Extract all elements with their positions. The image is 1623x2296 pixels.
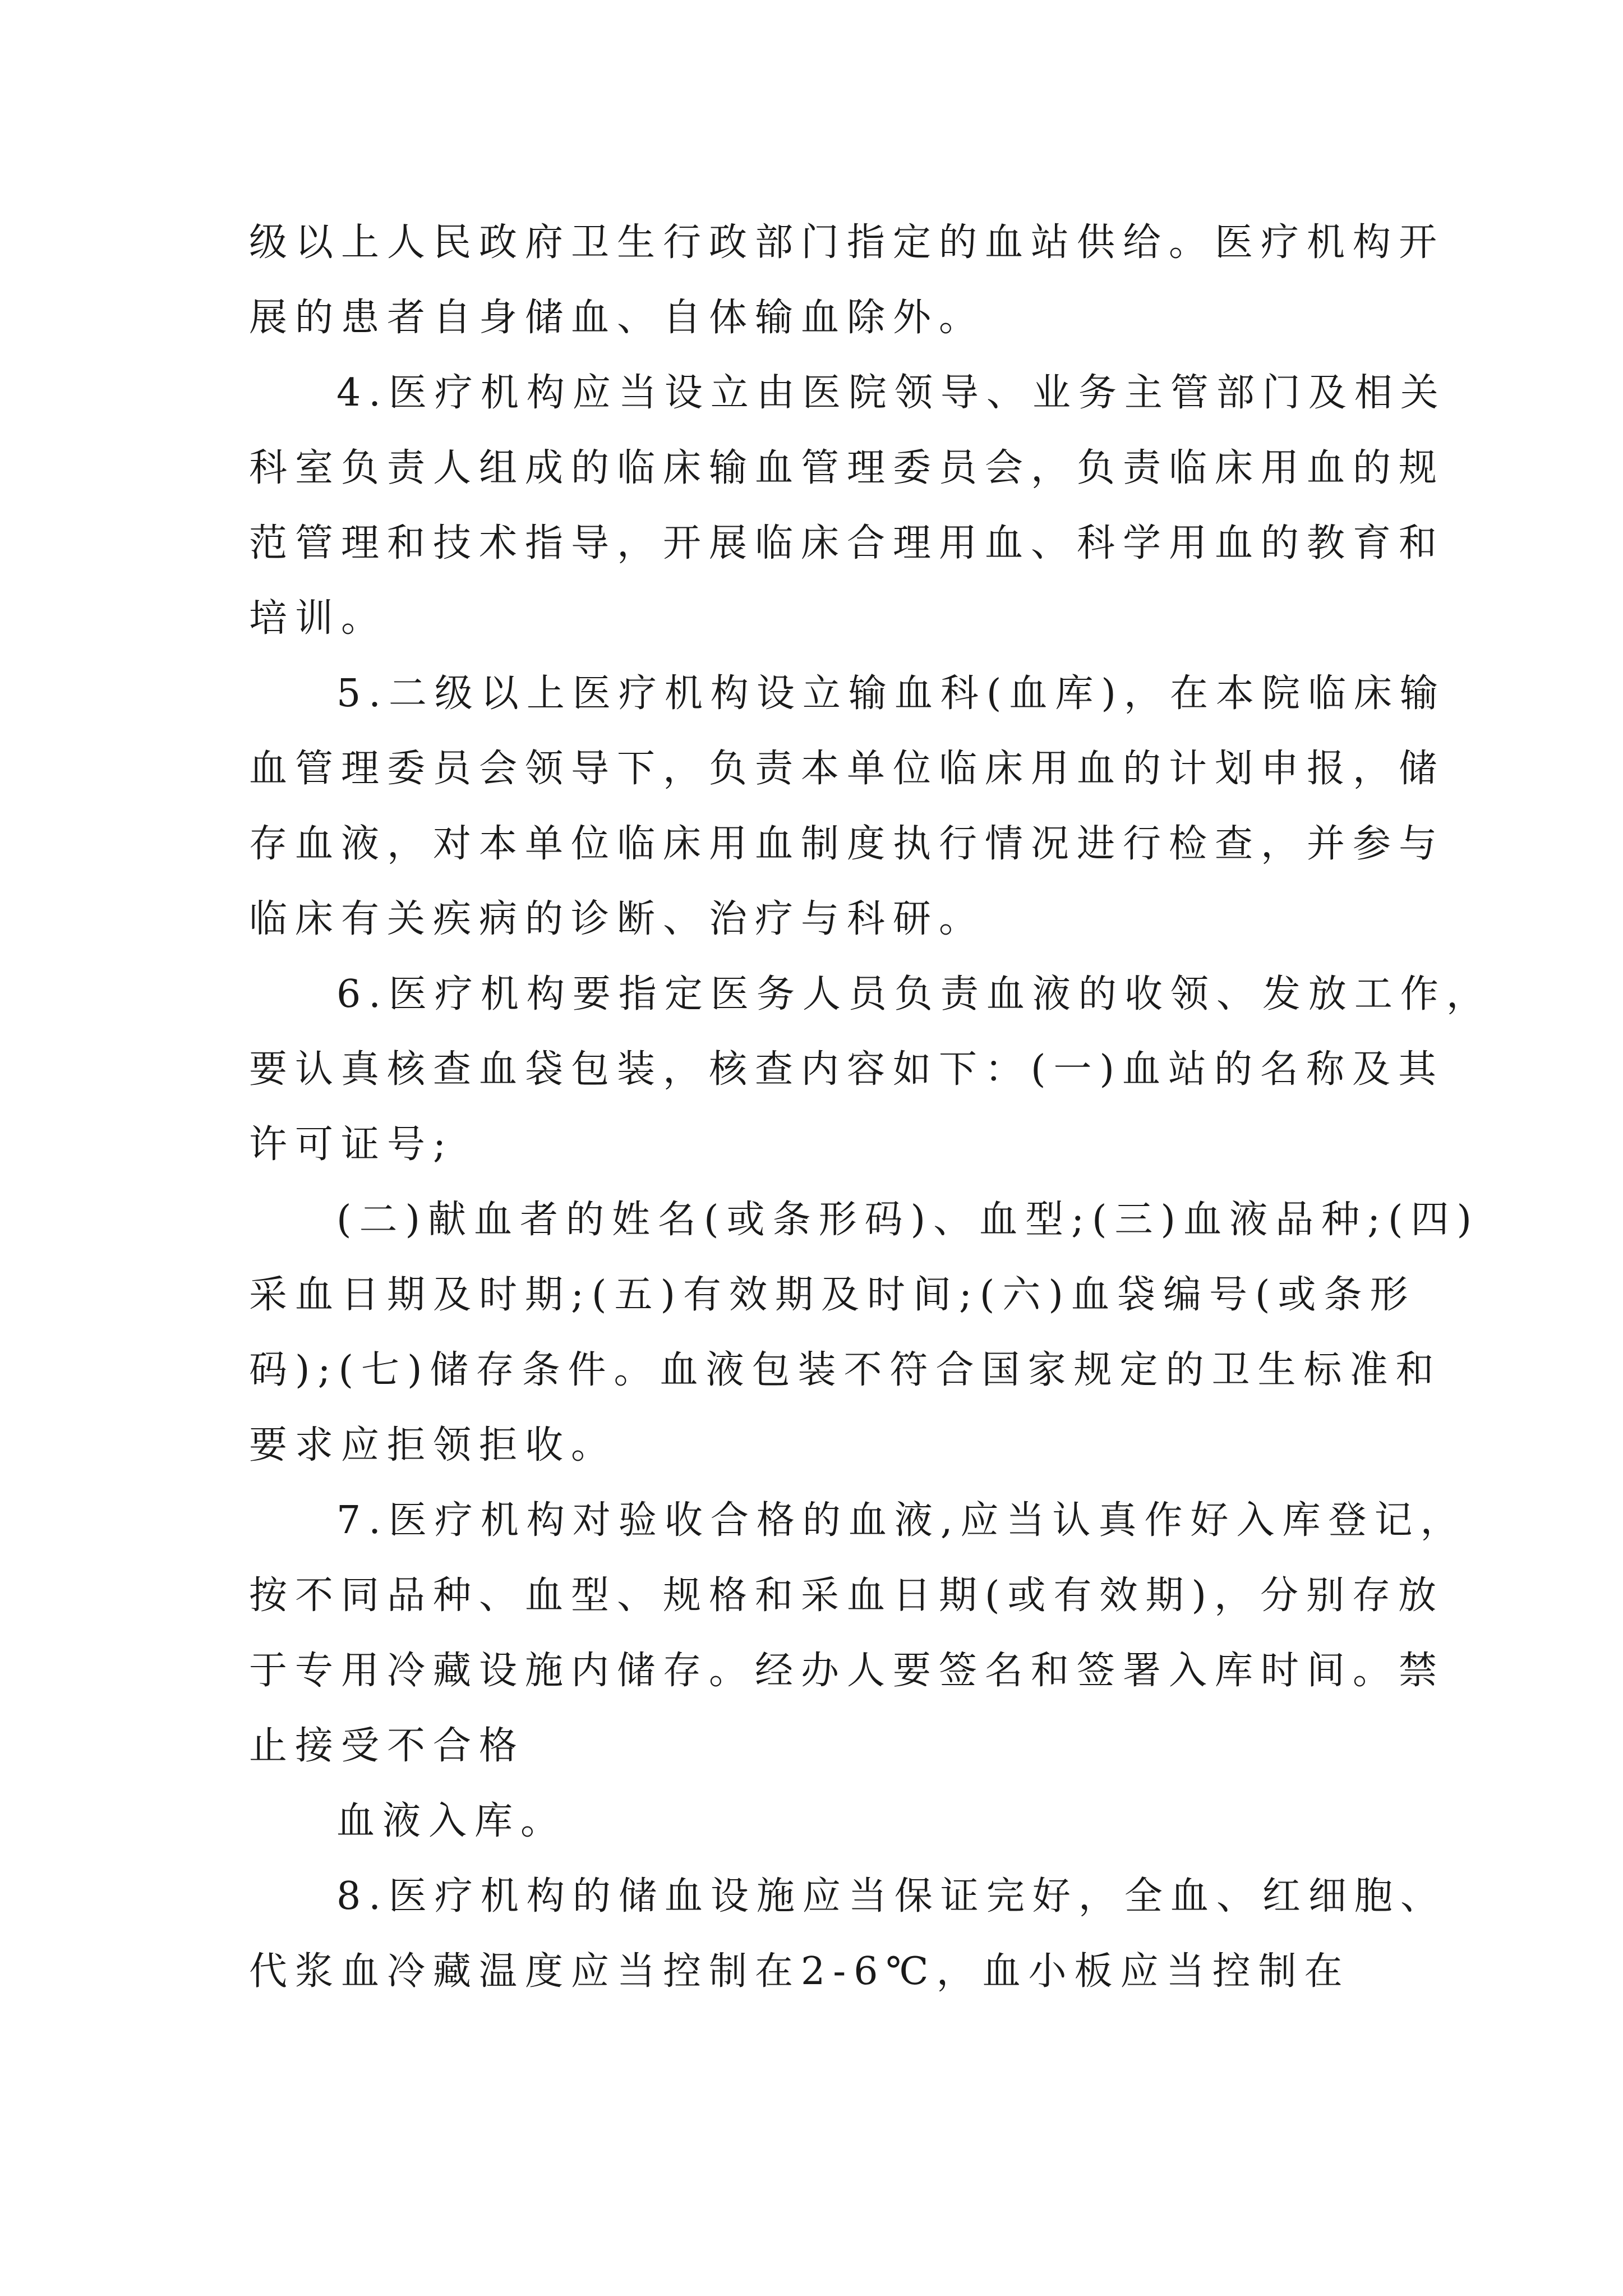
text-line: 范管理和技术指导，开展临床合理用血、科学用血的教育和 bbox=[249, 521, 1445, 565]
text-line: 科室负责人组成的临床输血管理委员会，负责临床用血的规 bbox=[249, 446, 1445, 490]
text-line: 培训。 bbox=[249, 596, 388, 641]
text-line: 采血日期及时期;(五)有效期及时间;(六)血袋编号(或条形 bbox=[249, 1273, 1416, 1317]
text-line: 级以上人民政府卫生行政部门指定的血站供给。医疗机构开 bbox=[249, 220, 1445, 265]
paragraph-4-start: 4.医疗机构应当设立由医院领导、业务主管部门及相关 bbox=[336, 371, 1446, 415]
paragraph-7-start: 7.医疗机构对验收合格的血液,应当认真作好入库登记， bbox=[336, 1498, 1467, 1543]
paragraph-5-start: 5.二级以上医疗机构设立输血科(血库)，在本院临床输 bbox=[336, 671, 1446, 716]
text-line: 代浆血冷藏温度应当控制在2-6℃，血小板应当控制在 bbox=[249, 1949, 1350, 1994]
text-line: 要认真核查血袋包装，核查内容如下：(一)血站的名称及其 bbox=[249, 1047, 1445, 1092]
text-line: 码);(七)储存条件。血液包装不符合国家规定的卫生标准和 bbox=[249, 1348, 1442, 1392]
text-line: 按不同品种、血型、规格和采血日期(或有效期)，分别存放 bbox=[249, 1573, 1445, 1618]
paragraph-8-start: 8.医疗机构的储血设施应当保证完好，全血、红细胞、 bbox=[336, 1874, 1446, 1918]
paragraph-7-continuation: 血液入库。 bbox=[336, 1799, 567, 1843]
paragraph-6-start: 6.医疗机构要指定医务人员负责血液的收领、发放工作， bbox=[336, 972, 1492, 1016]
text-line: 要求应拒领拒收。 bbox=[249, 1423, 617, 1467]
text-line: 展的患者自身储血、自体输血除外。 bbox=[249, 296, 985, 340]
text-line: 于专用冷藏设施内储存。经办人要签名和签署入库时间。禁 bbox=[249, 1649, 1445, 1693]
text-line: 许可证号; bbox=[249, 1122, 454, 1167]
paragraph-6-list-start: (二)献血者的姓名(或条形码)、血型;(三)血液品种;(四) bbox=[336, 1198, 1480, 1242]
text-line: 临床有关疾病的诊断、治疗与科研。 bbox=[249, 897, 985, 941]
text-line: 存血液，对本单位临床用血制度执行情况进行检查，并参与 bbox=[249, 822, 1445, 866]
text-line: 血管理委员会领导下，负责本单位临床用血的计划申报，储 bbox=[249, 747, 1445, 791]
text-line: 止接受不合格 bbox=[249, 1724, 525, 1768]
